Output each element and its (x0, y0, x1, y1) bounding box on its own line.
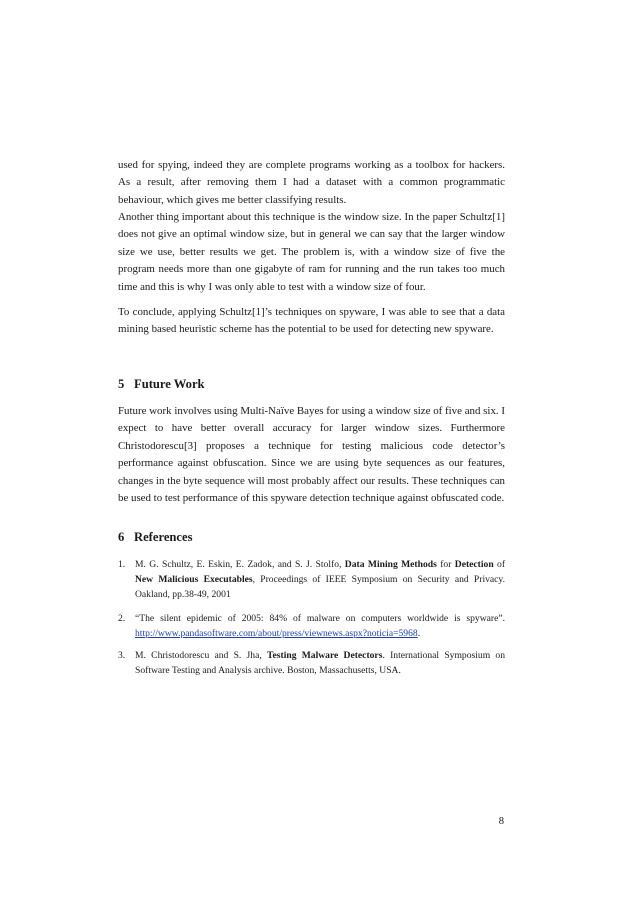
body-paragraph (118, 209, 505, 296)
paragraph-text: Another thing important about this technique is the window size. In the paper Schultz[1] does not give an optimal window size, but in general we can say that the larger window size we use, better results we get. The problem is, with a window size of five the program needs more than one gigabyte of ram for running and the run takes too much time and this is why I was only able to test with a window size of four. (118, 211, 505, 293)
body-paragraph (118, 157, 505, 209)
reference-text: . International Symposium on Software Testing and Analysis archive. Boston, Massachusetts, USA. (135, 650, 506, 677)
reference-text: for (436, 559, 455, 570)
reference-text: M. G. Schultz, E. Eskin, E. Zadok, and S. J. Stolfo, (135, 559, 345, 570)
section-heading-future-work (118, 377, 205, 392)
section-title: Future Work (134, 377, 205, 391)
reference-title: New Malicious Executables (135, 574, 253, 586)
section-number: 6 (118, 530, 125, 544)
paragraph-text: Future work involves using Multi-Naïve Bayes for using a window size of five and six. I expect to have better overall accuracy for larger window sizes. Furthermore Christodorescu[3] proposes a technique for testing malicious code detector’s performance against obfuscation. Since we are using byte sequences as our features, changes in the byte sequence will most probably affect our results. These techniques can be used to test performance of this spyware detection technique against obfuscated code. (118, 405, 505, 505)
reference-item (118, 557, 505, 603)
section-number: 5 (118, 377, 125, 391)
reference-title: Detection (454, 559, 494, 570)
body-paragraph (118, 403, 505, 507)
body-paragraph (118, 304, 505, 339)
reference-text: , Proceedings of IEEE Symposium on Security and Privacy. Oakland, pp.38-49, 2001 (135, 574, 506, 601)
section-title: References (134, 530, 193, 544)
section-heading-references (118, 530, 193, 545)
reference-title: Testing Malware Detectors (266, 650, 383, 661)
reference-link[interactable]: http://www.pandasoftware.com/about/press/viewnews.aspx?noticia=5968 (135, 628, 418, 640)
reference-text: of (493, 559, 506, 570)
reference-title: Data Mining Methods (344, 559, 437, 570)
reference-item (118, 611, 505, 641)
reference-text: “The silent epidemic of 2005: 84% of malware on computers worldwide is spyware”. (135, 613, 505, 624)
reference-item (118, 648, 505, 678)
reference-number: 1. (118, 559, 126, 570)
paragraph-text: used for spying, indeed they are complete programs working as a toolbox for hackers. As a result, after removing them I had a dataset with a common programmatic behaviour, which gives me better classifying results. (118, 159, 505, 206)
reference-number: 2. (118, 613, 126, 624)
page-number: 8 (498, 816, 504, 827)
reference-number: 3. (118, 650, 126, 661)
paragraph-text: To conclude, applying Schultz[1]’s techniques on spyware, I was able to see that a data mining based heuristic scheme has the potential to be used for detecting new spyware. (118, 306, 505, 336)
reference-text: M. Christodorescu and S. Jha, (135, 650, 267, 661)
reference-text: . (417, 628, 421, 640)
